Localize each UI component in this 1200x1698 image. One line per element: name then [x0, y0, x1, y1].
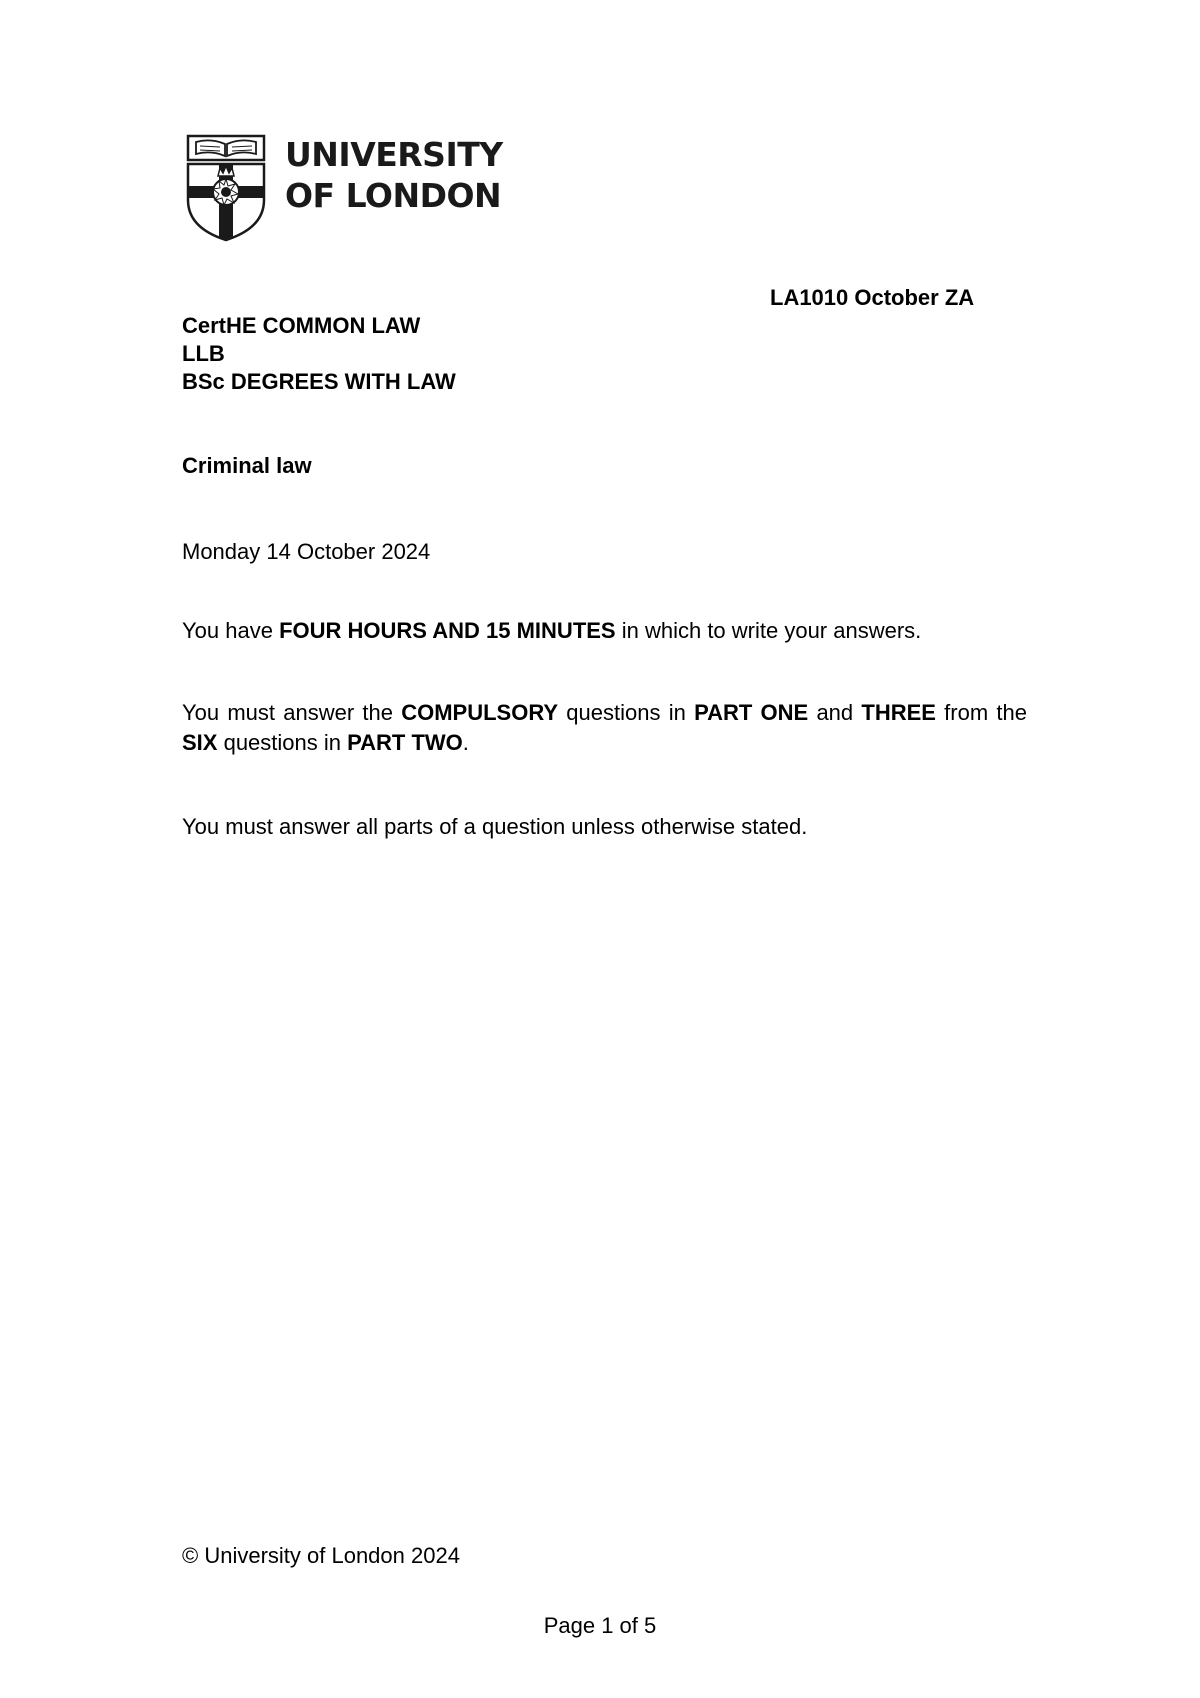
degree-list	[182, 312, 456, 396]
emphasis: COMPULSORY	[401, 700, 559, 725]
page-number: Page 1 of 5	[543, 1613, 657, 1638]
time-allowed: FOUR HOURS AND 15 MINUTES	[279, 618, 616, 643]
degree-item: BSc DEGREES WITH LAW	[182, 369, 456, 394]
time-instruction	[182, 616, 1027, 646]
text-segment: You have	[182, 618, 280, 643]
emphasis: SIX	[182, 730, 218, 755]
logo-line-1: UNIVERSITY	[285, 135, 503, 174]
text-segment: You must answer the	[182, 700, 402, 725]
text-segment: questions in	[217, 730, 348, 755]
emphasis: THREE	[861, 700, 936, 725]
text-segment: .	[462, 730, 469, 755]
degree-item: LLB	[182, 341, 225, 366]
exam-date: Monday 14 October 2024	[182, 539, 431, 564]
emphasis: PART TWO	[347, 730, 463, 755]
exam-reference: LA1010 October ZA	[770, 285, 975, 310]
subject-title: Criminal law	[182, 453, 312, 478]
logo-line-2: OF LONDON	[285, 176, 502, 215]
university-logo	[186, 134, 506, 244]
text-segment: and	[808, 700, 862, 725]
text-segment: in which to write your answers.	[615, 618, 922, 643]
questions-instruction	[182, 698, 1027, 758]
university-crest-icon	[186, 134, 266, 242]
copyright-notice: © University of London 2024	[182, 1543, 460, 1568]
parts-instruction: You must answer all parts of a question unless otherwise stated.	[182, 814, 808, 839]
text-segment: from the	[935, 700, 1027, 725]
university-wordmark	[285, 134, 503, 216]
emphasis: PART ONE	[694, 700, 809, 725]
text-segment: questions in	[558, 700, 695, 725]
degree-item: CertHE COMMON LAW	[182, 313, 421, 338]
